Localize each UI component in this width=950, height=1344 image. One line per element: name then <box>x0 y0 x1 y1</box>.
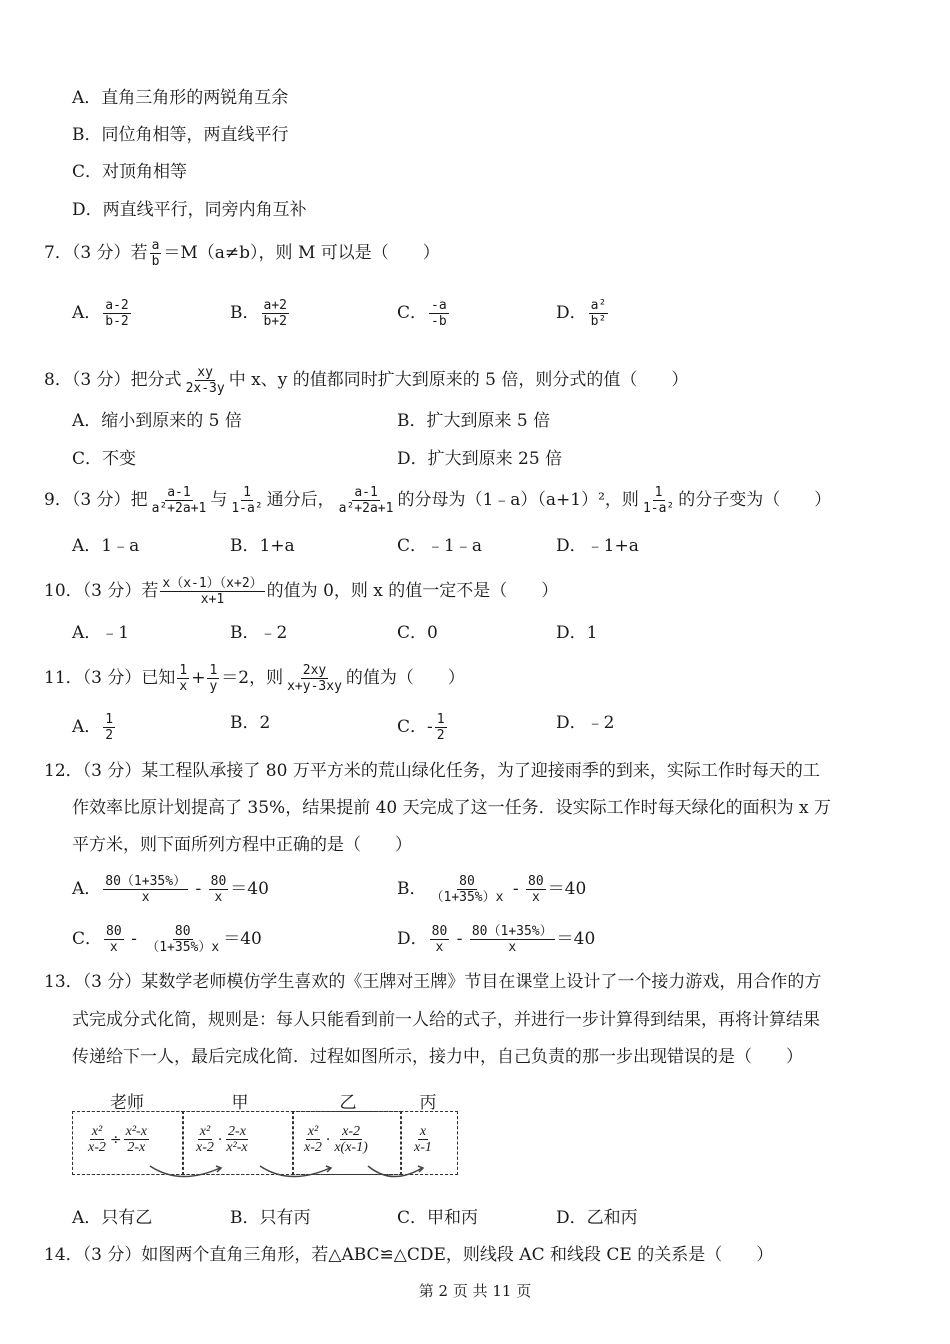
q12-option-c: C． $\frac{80}{x}$ - $\frac{80}{(1+35\%)x}$ ＝40 <box>72 924 262 955</box>
question-12-line1: 12．（3 分）某工程队承接了 80 万平方米的荒山绿化任务，为了迎接雨季的到来，实际工作时每天的工 <box>44 761 820 781</box>
q10-option-c: C．0 <box>397 623 438 643</box>
q13-option-b: B．只有丙 <box>230 1208 311 1228</box>
question-12-line3: 平方米，则下面所列方程中正确的是（ ） <box>72 835 412 855</box>
yi-expression: $\frac{\text{x²}}{x-2}$ · $\frac{x-2}{x(x-1)}$ <box>304 1124 368 1155</box>
label-teacher: 老师 <box>110 1093 144 1112</box>
q8-option-b: B．扩大到原来 5 倍 <box>397 411 551 431</box>
label-jia: 甲 <box>231 1093 249 1112</box>
question-10-stem: 10．（3 分）若 $\frac{x(x-1)(x+2)}{x+1}$ 的值为 0，则 x 的值一定不是（ ） <box>44 576 559 607</box>
question-13-line2: 式完成分式化简，规则是：每人只能看到前一人给的式子，并进行一步计算得到结果，再将计算结果 <box>72 1010 820 1030</box>
question-9-stem: 9．（3 分）把 $\frac{a-1}{\text{a²+2a+1}}$ 与 $\frac{1}{\text{1-a²}}$ 通分后， $\frac{a-1}{\text{a²+2a+1}}$ 的分母为（1﹣a）（a+1）²，则 $\frac{1}{\text{1-a²}}$ 的分子变为（ ） <box>44 485 832 516</box>
option-d: D．两直线平行，同旁内角互补 <box>72 200 307 220</box>
q7-option-b: B． $\frac{a+2}{b+2}$ <box>230 298 287 329</box>
q11-option-d: D．﹣2 <box>556 713 615 733</box>
q10-option-d: D．1 <box>556 623 598 643</box>
q9-option-a: A．1﹣a <box>72 536 140 556</box>
q13-option-d: D．乙和丙 <box>556 1208 638 1228</box>
option-b: B．同位角相等，两直线平行 <box>72 125 289 145</box>
bing-expression: $\frac{x}{x-1}$ <box>414 1124 432 1155</box>
arrow-jia-to-yi <box>260 1166 330 1177</box>
q7-option-c: C． $\frac{-a}{-b}$ <box>397 298 447 329</box>
q11-option-c: C．- $\frac{1}{2}$ <box>397 712 445 743</box>
label-yi: 乙 <box>339 1093 357 1112</box>
q9-option-b: B．1+a <box>230 536 295 556</box>
q8-option-c: C．不变 <box>72 449 137 469</box>
q10-option-a: A．﹣1 <box>72 623 130 643</box>
option-a: A．直角三角形的两锐角互余 <box>72 88 289 108</box>
q9-option-d: D．﹣1+a <box>556 536 639 556</box>
q12-option-b: B． $\frac{80}{(1+35\%)x}$ - $\frac{80}{x}$ ＝40 <box>397 874 587 905</box>
q12-option-a: A． $\frac{80(1+35\%)}{x}$ - $\frac{80}{x}$ ＝40 <box>72 874 269 905</box>
q10-option-b: B．﹣2 <box>230 623 288 643</box>
question-13-line1: 13．（3 分）某数学老师模仿学生喜欢的《王牌对王牌》节目在课堂上设计了一个接力游戏，用合作的方 <box>44 972 822 992</box>
q7-option-a: A． $\frac{a-2}{b-2}$ <box>72 298 129 329</box>
label-bing: 丙 <box>419 1093 437 1112</box>
q8-option-a: A．缩小到原来的 5 倍 <box>72 411 242 431</box>
page-footer: 第 2 页 共 11 页 <box>418 1282 532 1300</box>
q11-option-b: B．2 <box>230 713 271 733</box>
q9-option-c: C．﹣1﹣a <box>397 536 482 556</box>
jia-expression: $\frac{\text{x²}}{x-2}$ · $\frac{2-x}{\text{x²-x}}$ <box>196 1124 248 1155</box>
q13-option-c: C．甲和丙 <box>397 1208 479 1228</box>
question-14-stem: 14．（3 分）如图两个直角三角形，若△ABC≌△CDE，则线段 AC 和线段 CE 的关系是（ ） <box>44 1245 774 1265</box>
arrow-yi-to-bing <box>368 1166 422 1177</box>
teacher-expression: $\frac{\text{x²}}{x-2}$ ÷ $\frac{\text{x²-x}}{2-x}$ <box>88 1124 147 1155</box>
arrow-teacher-to-jia <box>150 1166 220 1177</box>
question-11-stem: 11．（3 分）已知 $\frac{1}{x}$ + $\frac{1}{y}$ ＝2，则 $\frac{2xy}{x+y-3xy}$ 的值为（ ） <box>44 663 465 694</box>
relay-arrows <box>140 1160 440 1190</box>
question-13-line3: 传递给下一人，最后完成化简．过程如图所示，接力中，自己负责的那一步出现错误的是（ ） <box>72 1047 803 1067</box>
question-12-line2: 作效率比原计划提高了 35%，结果提前 40 天完成了这一任务．设实际工作时每天绿化的面积为 x 万 <box>72 798 832 818</box>
q12-option-d: D． $\frac{80}{x}$ - $\frac{80(1+35\%)}{x}$ ＝40 <box>397 924 596 955</box>
question-7-stem: 7．（3 分）若 $\frac{a}{b}$ ＝M（a≠b），则 M 可以是（ ） <box>44 238 440 269</box>
q8-option-d: D．扩大到原来 25 倍 <box>397 449 563 469</box>
q11-option-a: A． $\frac{1}{2}$ <box>72 712 114 743</box>
option-c: C．对顶角相等 <box>72 162 188 182</box>
q13-option-a: A．只有乙 <box>72 1208 153 1228</box>
q7-option-d: D． $\frac{\text{a²}}{\text{b²}}$ <box>556 298 607 329</box>
question-8-stem: 8．（3 分）把分式 $\frac{xy}{2x-3y}$ 中 x、y 的值都同时扩大到原来的 5 倍，则分式的值（ ） <box>44 365 689 396</box>
fraction: $\frac{a}{b}$ <box>151 238 160 269</box>
